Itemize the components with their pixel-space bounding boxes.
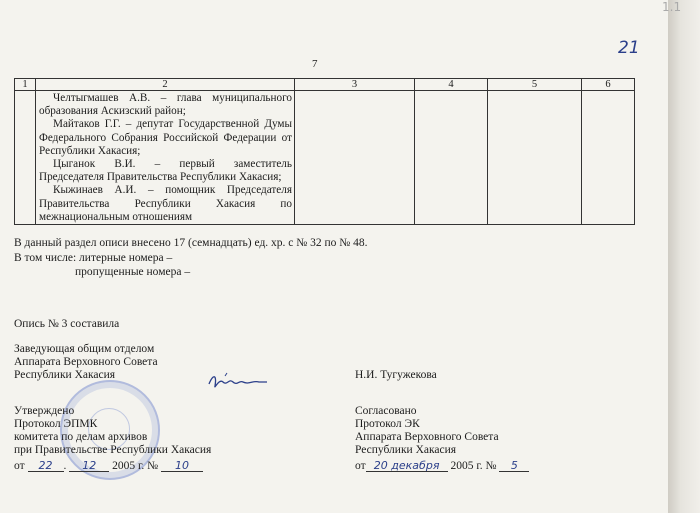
folio-number: 21 — [618, 38, 640, 58]
table-cell — [582, 91, 635, 225]
approved-date-line: от 22 . 12 2005 г. № 10 — [14, 460, 203, 472]
approved-line: Утверждено — [14, 405, 75, 417]
approved-day: 22 — [28, 460, 64, 472]
approved-line: комитета по делам архивов — [14, 431, 148, 443]
list-item: Майтаков Г.Г. – депутат Государственной Думы Федерального Собрания Российской Федерации от Республики Хакасия; — [39, 118, 292, 157]
agreed-line: Аппарата Верховного Совета — [355, 431, 499, 443]
column-header: 3 — [295, 79, 415, 91]
page-number: 7 — [312, 58, 318, 70]
date-prefix: от — [14, 460, 25, 472]
agreed-date: 20 декабря — [366, 460, 448, 472]
agreed-number: 5 — [499, 460, 529, 472]
summary-line: В том числе: литерные номера – — [14, 252, 173, 264]
table-cell — [415, 91, 488, 225]
agreed-date-line — [355, 460, 529, 472]
compiled-position: Республики Хакасия — [14, 369, 116, 381]
table-cell — [295, 91, 415, 225]
list-item: Цыганок В.И. – первый заместитель Председателя Правительства Республики Хакасия; — [39, 158, 292, 184]
list-item: Челтыгмашев А.В. – глава муниципального образования Аскизский район; — [39, 92, 292, 118]
agreed-year-text: 2005 г. № — [450, 460, 497, 472]
table-cell — [488, 91, 582, 225]
agreed-line: Протокол ЭК — [355, 418, 420, 430]
column-header: 6 — [582, 79, 635, 91]
table-cell-description — [36, 91, 295, 225]
signature-image — [205, 370, 275, 394]
corner-mark: 1.1 — [662, 0, 682, 14]
table-row — [15, 91, 635, 225]
summary-line: В данный раздел описи внесено 17 (семнадцать) ед. хр. с № 32 по № 48. — [14, 237, 368, 249]
table-header-row — [15, 79, 635, 91]
table-cell — [15, 91, 36, 225]
column-header: 5 — [488, 79, 582, 91]
inventory-table — [14, 78, 635, 225]
date-prefix: от — [355, 460, 366, 472]
summary-line: пропущенные номера – — [75, 266, 191, 278]
agreed-line: Согласовано — [355, 405, 417, 417]
approved-number: 10 — [161, 460, 203, 472]
approved-line: Протокол ЭПМК — [14, 418, 98, 430]
compiled-name: Н.И. Тугужекова — [355, 369, 437, 381]
compiled-title: Опись № 3 составила — [14, 318, 120, 330]
column-header: 4 — [415, 79, 488, 91]
approved-year-text: 2005 г. № — [112, 460, 159, 472]
page-edge — [668, 0, 700, 513]
compiled-position: Заведующая общим отделом — [14, 343, 155, 355]
column-header: 1 — [15, 79, 36, 91]
list-item: Кыжинаев А.И. – помощник Председателя Правительства Республики Хакасия по межнациональным отношениям — [39, 184, 292, 223]
column-header: 2 — [36, 79, 295, 91]
compiled-position: Аппарата Верховного Совета — [14, 356, 158, 368]
approved-line: при Правительстве Республики Хакасия — [14, 444, 212, 456]
agreed-line: Республики Хакасия — [355, 444, 457, 456]
approved-month: 12 — [69, 460, 109, 472]
